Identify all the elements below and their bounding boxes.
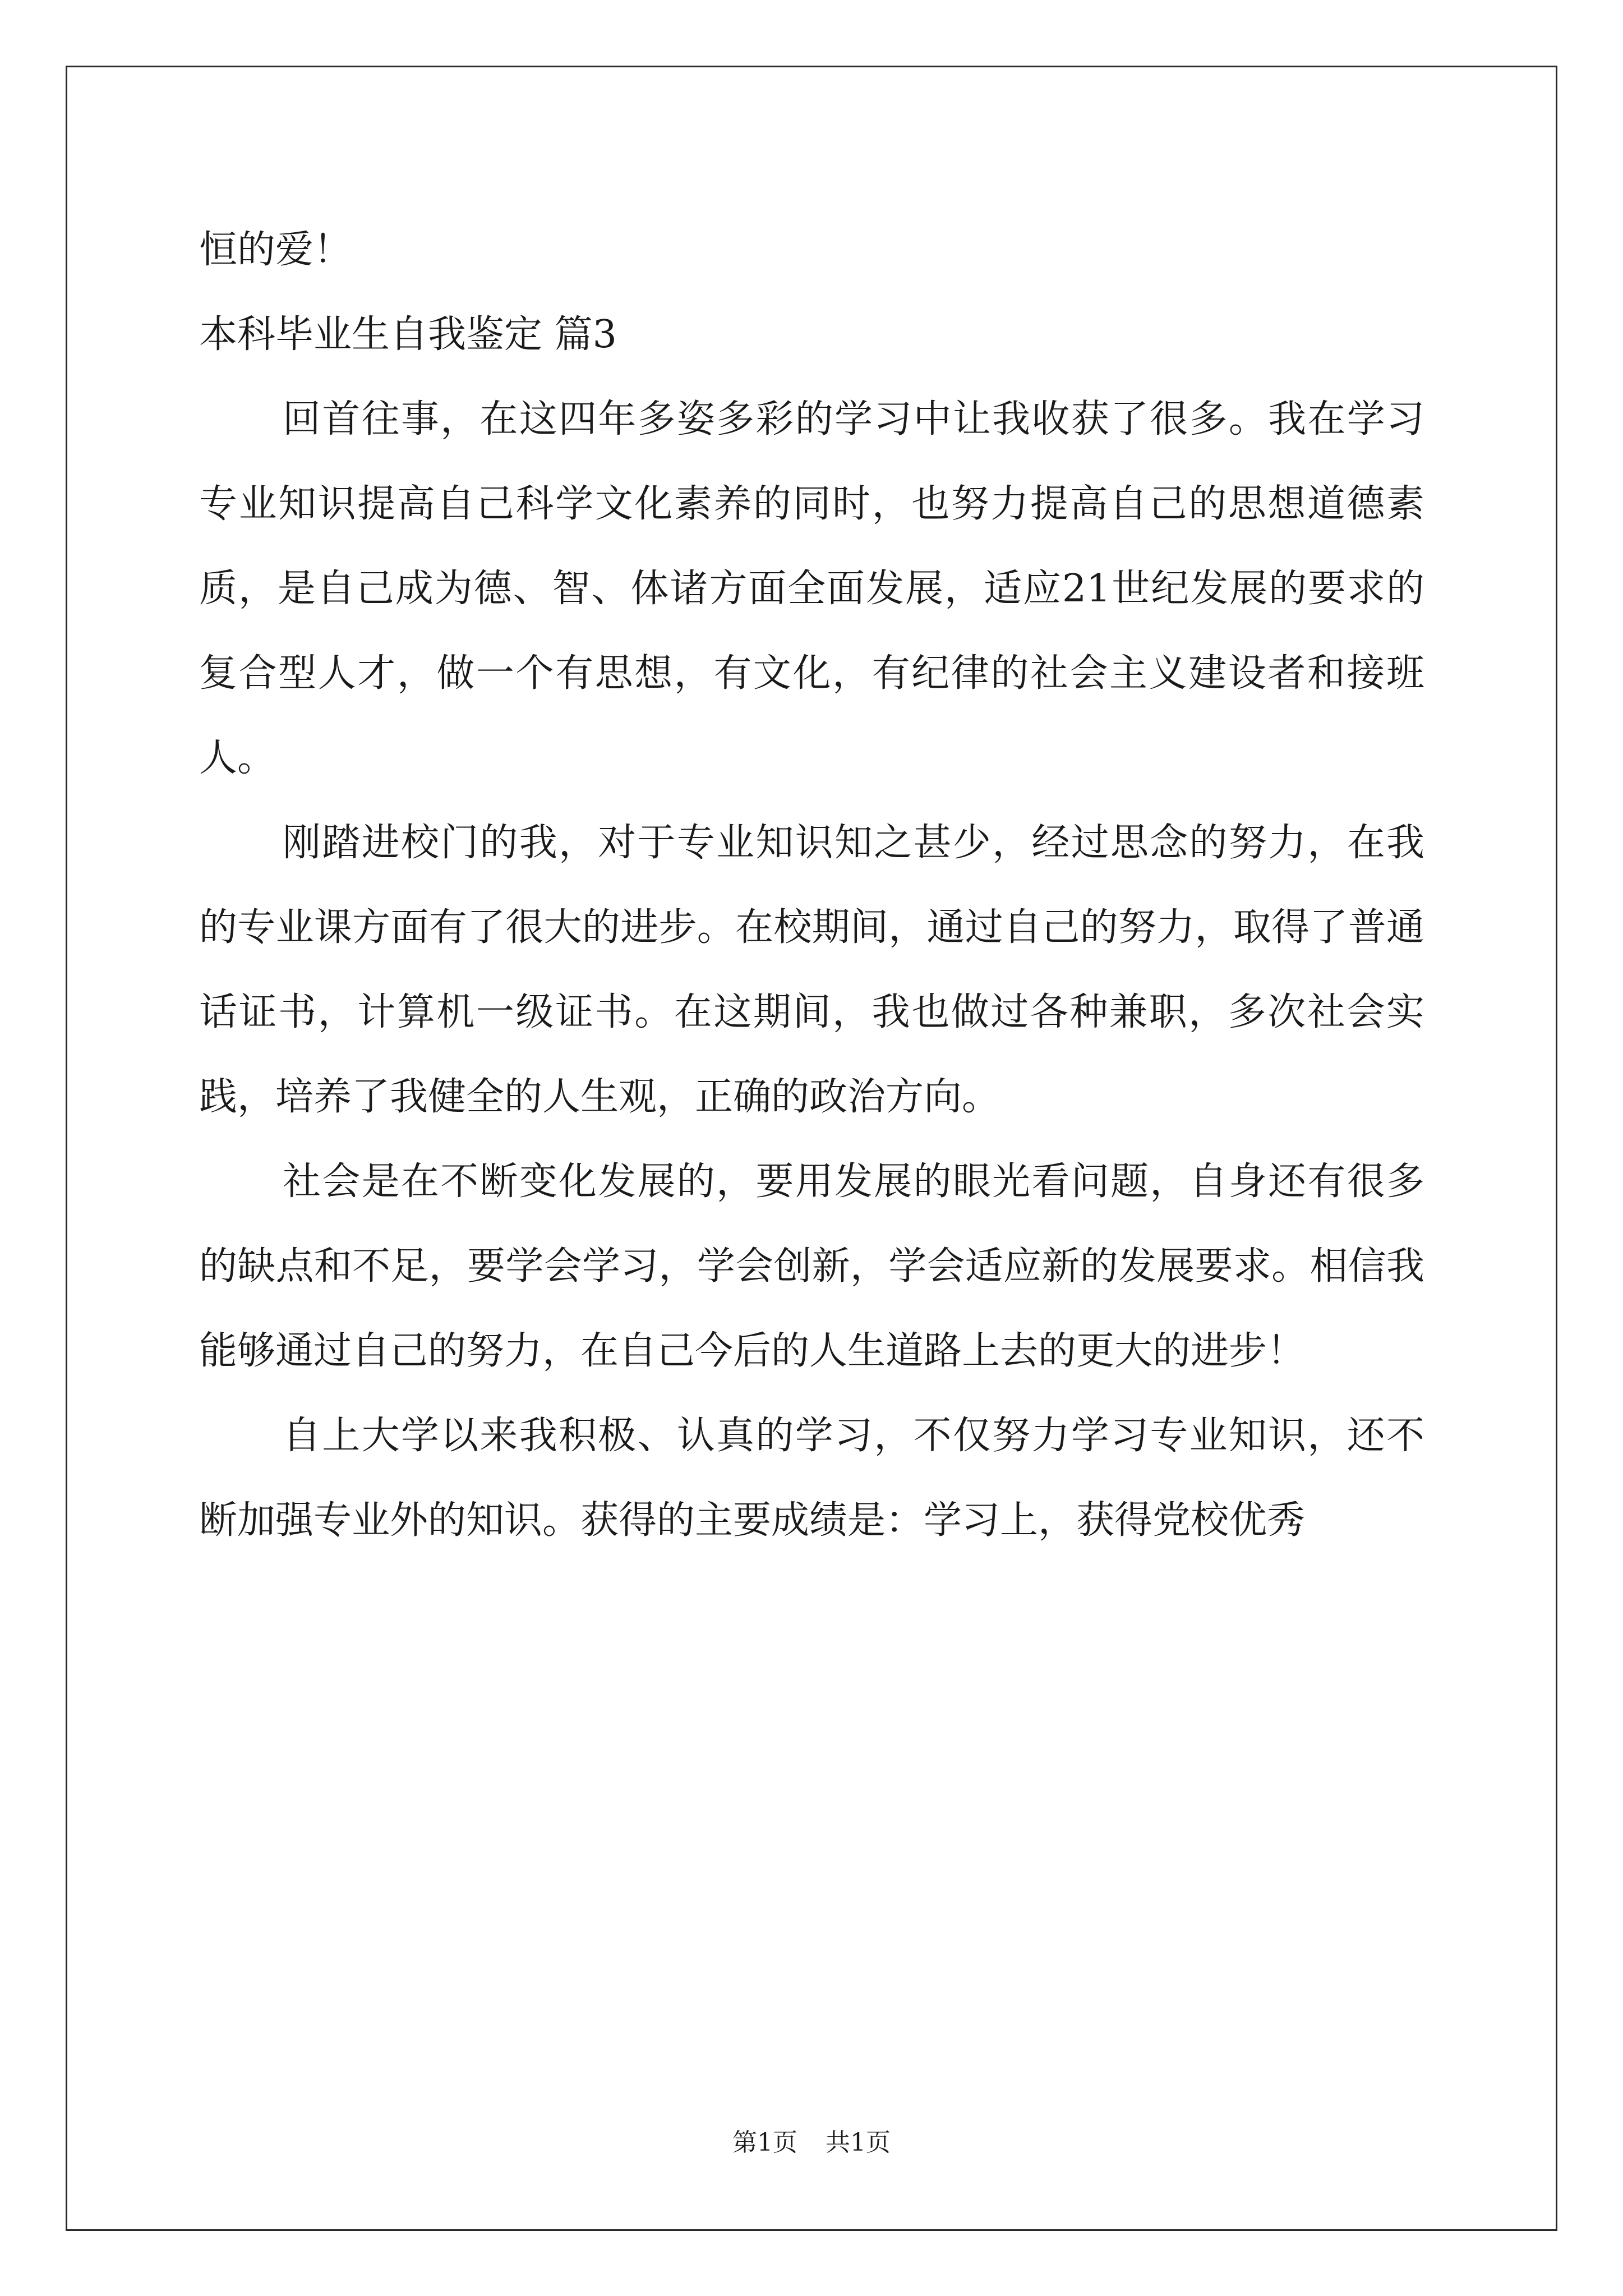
paragraph-2: 刚踏进校门的我，对于专业知识知之甚少，经过思念的努力，在我的专业课方面有了很大的进步。在校期间，通过自己的努力，取得了普通话证书，计算机一级证书。在这期间，我也做过各种兼职，多次社会实践，培养了我健全的人生观，正确的政治方向。: [199, 821, 1424, 1119]
paragraph-3: 社会是在不断变化发展的，要用发展的眼光看问题，自身还有很多的缺点和不足，要学会学习，学会创新，学会适应新的发展要求。相信我能够通过自己的努力，在自己今后的人生道路上去的更大的进步！: [199, 1159, 1424, 1373]
page-number-current: 第1页: [732, 2128, 797, 2157]
paragraph-1: 回首往事，在这四年多姿多彩的学习中让我收获了很多。我在学习专业知识提高自己科学文化素养的同时，也努力提高自己的思想道德素质，是自己成为德、智、体诸方面全面发展，适应21世纪发展的要求的复合型人才，做一个有思想，有文化，有纪律的社会主义建设者和接班人。: [199, 397, 1424, 780]
page-footer: [0, 2126, 1623, 2160]
page-number-total: 共1页: [826, 2128, 891, 2157]
section-title: 本科毕业生自我鉴定 篇3: [199, 312, 617, 357]
paragraph-4: 自上大学以来我积极、认真的学习，不仅努力学习专业知识，还不断加强专业外的知识。获得的主要成绩是：学习上，获得党校优秀: [199, 1414, 1424, 1543]
document-body: [199, 208, 1424, 1563]
continuation-line: 恒的爱！: [199, 228, 352, 272]
